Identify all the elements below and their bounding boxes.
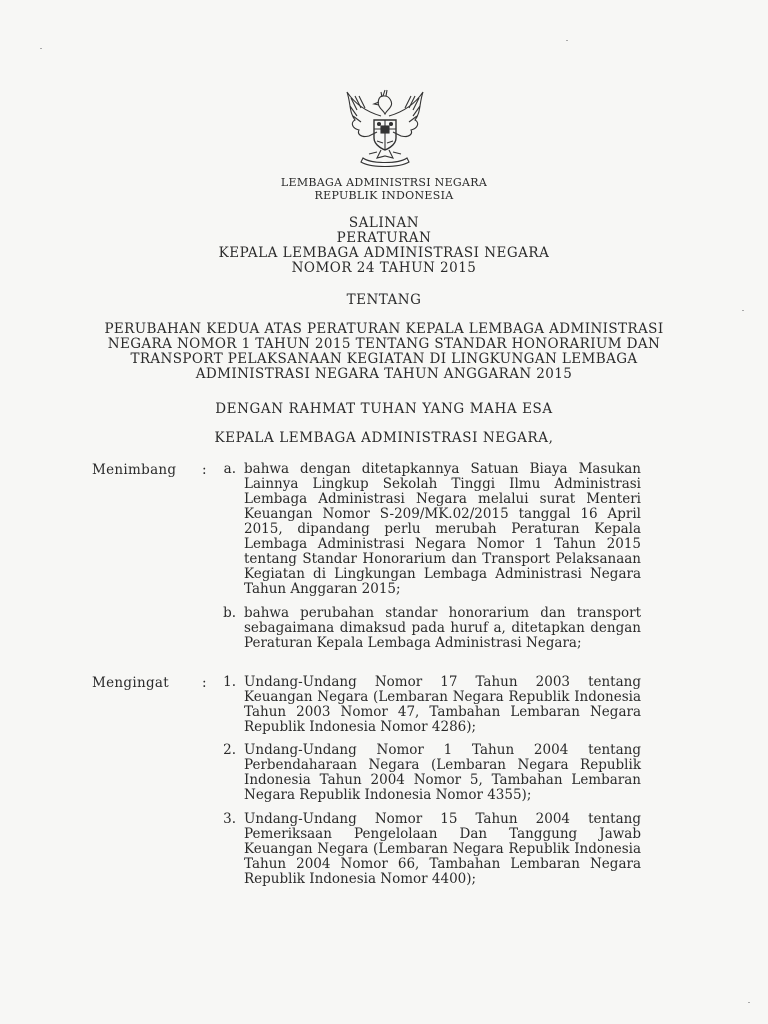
document-title: [0, 216, 768, 276]
mengingat-colon: :: [202, 675, 207, 691]
regulation-number: NOMOR 24 TAHUN 2015: [291, 260, 477, 276]
item-text: bahwa perubahan standar honorarium dan transport sebagaimana dimaksud pada huruf a, ditetapkan dengan Peraturan Kepala Lembaga Administrasi Negara;: [244, 605, 641, 651]
item-marker: 2.: [223, 742, 236, 758]
scan-speck: [748, 1002, 750, 1003]
issuer: KEPALA LEMBAGA ADMINISTRASI NEGARA: [218, 245, 550, 261]
scan-speck: [742, 310, 744, 311]
institution-heading: [0, 176, 768, 202]
item-marker: b.: [223, 605, 236, 621]
subject-line: ADMINISTRASI NEGARA TAHUN ANGGARAN 2015: [195, 366, 573, 382]
item-marker: 3.: [223, 811, 236, 827]
item-text: Undang-Undang Nomor 1 Tahun 2004 tentang Perbendaharaan Negara (Lembaran Negara Republik Indonesia Tahun 2004 Nomor 5, Tambahan Lembaran Negara Republik Indonesia Nomor 4355);: [244, 742, 641, 803]
garuda-pancasila-emblem-icon: [337, 86, 433, 170]
copy-label: SALINAN: [348, 215, 420, 231]
item-text: Undang-Undang Nomor 15 Tahun 2004 tentang Pemeriksaan Pengelolaan Dan Tanggung Jawab Keuangan Negara (Lembaran Negara Republik Indonesia Tahun 2004 Nomor 66, Tambahan Lembaran Negara Republik Indonesia Nomor 4400);: [244, 811, 641, 887]
issuing-official: KEPALA LEMBAGA ADMINISTRASI NEGARA,: [214, 430, 554, 446]
subject-line: PERUBAHAN KEDUA ATAS PERATURAN KEPALA LEMBAGA ADMINISTRASI: [104, 321, 664, 337]
regulation-subject: [0, 322, 768, 382]
menimbang-colon: :: [202, 462, 207, 478]
item-text: bahwa dengan ditetapkannya Satuan Biaya Masukan Lainnya Lingkup Sekolah Tinggi Ilmu Administrasi Lembaga Administrasi Negara melalui surat Menteri Keuangan Nomor S-209/MK.02/2015 tanggal 16 April 2015, dipandang perlu merubah Peraturan Kepala Lembaga Administrasi Negara Nomor 1 Tahun 2015 tentang Standar Honorarium dan Transport Pelaksanaan Kegiatan di Lingkungan Lembaga Administrasi Negara Tahun Anggaran 2015;: [244, 461, 641, 597]
institution-country: REPUBLIK INDONESIA: [314, 189, 454, 202]
invocation: DENGAN RAHMAT TUHAN YANG MAHA ESA: [215, 401, 553, 417]
mengingat-label: Mengingat: [92, 675, 169, 691]
document-type: PERATURAN: [336, 230, 432, 246]
institution-name: LEMBAGA ADMINISTRSI NEGARA: [280, 176, 488, 189]
subject-line: TRANSPORT PELAKSANAAN KEGIATAN DI LINGKUNGAN LEMBAGA: [130, 351, 638, 367]
scan-speck: [40, 48, 42, 49]
scan-speck: [566, 40, 568, 41]
subject-line: NEGARA NOMOR 1 TAHUN 2015 TENTANG STANDAR HONORARIUM DAN: [107, 336, 661, 352]
menimbang-label: Menimbang: [92, 462, 177, 478]
tentang-label: TENTANG: [346, 292, 422, 308]
item-text: Undang-Undang Nomor 17 Tahun 2003 tentang Keuangan Negara (Lembaran Negara Republik Indonesia Tahun 2003 Nomor 47, Tambahan Lembaran Negara Republik Indonesia Nomor 4286);: [244, 674, 641, 735]
item-marker: 1.: [223, 674, 236, 690]
item-marker: a.: [223, 461, 236, 477]
